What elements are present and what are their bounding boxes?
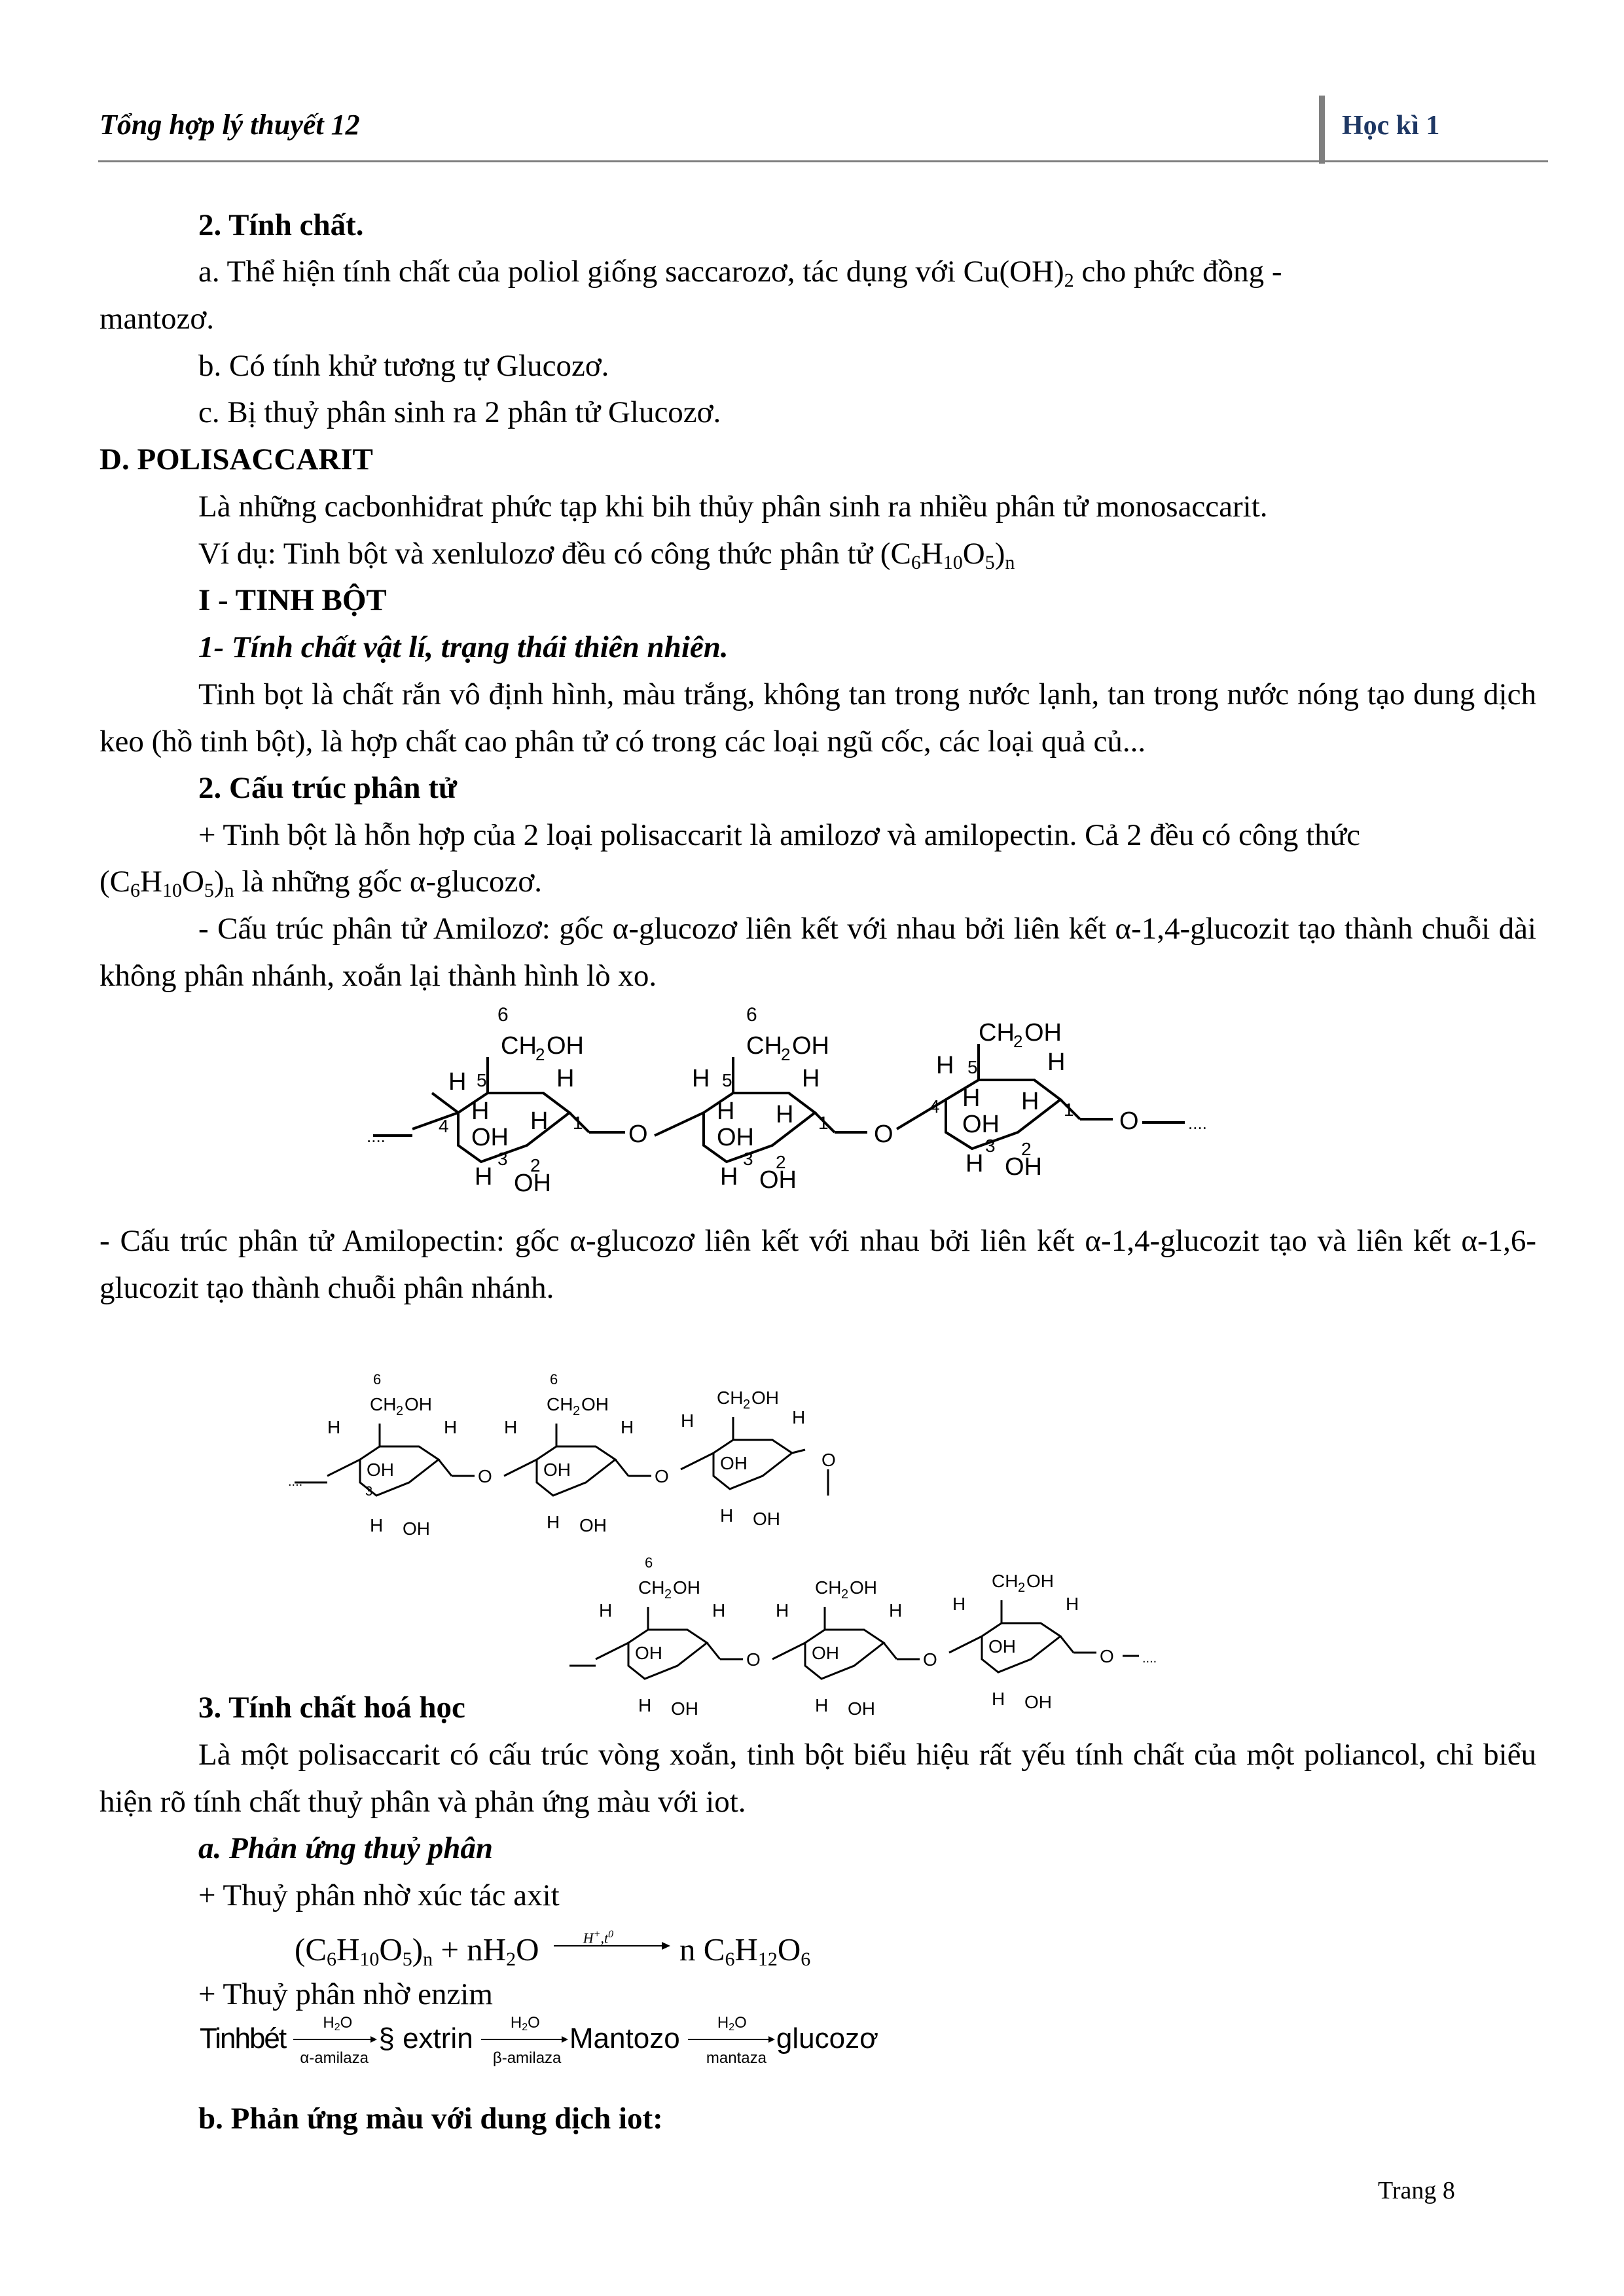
svg-text:H: H [681,1410,695,1431]
svg-text:OH: OH [848,1698,875,1719]
svg-text:4: 4 [929,1096,940,1117]
svg-text:H: H [638,1695,652,1715]
svg-text:OH: OH [579,1515,607,1535]
svg-text:OH: OH [1024,1692,1052,1712]
paragraph: c. Bị thuỷ phân sinh ra 2 phân tử Glucozơ. [198,395,721,429]
svg-text:H: H [965,1150,984,1177]
svg-text:H: H [792,1407,806,1427]
svg-text:OH: OH [850,1577,877,1598]
svg-text:H: H [530,1107,549,1135]
svg-text:H: H [720,1505,734,1526]
svg-text:OH: OH [759,1166,797,1194]
svg-text:H: H [504,1417,518,1437]
svg-text:H: H [802,1065,820,1092]
svg-text:OH: OH [514,1170,551,1197]
svg-text:H: H [889,1600,903,1621]
paragraph: mantozơ. [99,302,214,336]
svg-text:CH: CH [638,1577,665,1598]
svg-text:2: 2 [841,1587,849,1602]
svg-text:OH: OH [717,1124,754,1151]
svg-text:2: 2 [1013,1031,1023,1051]
svg-text:OH: OH [367,1460,394,1480]
svg-text:H: H [776,1101,794,1128]
svg-text:H: H [370,1515,384,1535]
svg-text:H: H [471,1098,490,1125]
header-semester: Học kì 1 [1342,111,1440,141]
svg-text:2: 2 [743,1397,751,1412]
svg-text:H: H [327,1417,341,1437]
svg-text:CH: CH [815,1577,842,1598]
svg-text:O: O [1100,1646,1114,1666]
subsection-heading: 1- Tính chất vật lí, trạng thái thiên nhiên. [198,630,729,664]
svg-text:3: 3 [743,1149,753,1169]
svg-text:H: H [712,1600,726,1621]
reaction-arrow [293,2035,378,2044]
svg-text:H: H [936,1052,954,1079]
svg-text:H: H [692,1065,710,1092]
svg-text:H: H [448,1068,467,1096]
svg-text:....: .... [1188,1113,1207,1133]
page-number: Trang 8 [1378,2177,1455,2204]
reaction-arrow [688,2035,776,2044]
svg-text:OH: OH [753,1509,780,1529]
paragraph: + Thuỷ phân nhờ enzim [198,1977,493,2011]
svg-text:OH: OH [962,1111,1000,1138]
svg-text:OH: OH [988,1636,1016,1657]
svg-text:OH: OH [471,1124,509,1151]
svg-text:OH: OH [812,1643,839,1663]
svg-text:2: 2 [396,1404,404,1418]
svg-text:O: O [478,1466,492,1486]
svg-text:OH: OH [673,1577,700,1598]
svg-text:OH: OH [792,1032,829,1060]
svg-text:2: 2 [664,1587,672,1602]
svg-text:2: 2 [530,1155,541,1175]
svg-text:CH: CH [547,1394,573,1414]
svg-text:2: 2 [573,1404,581,1418]
header-divider [1319,96,1325,164]
svg-text:H: H [720,1163,738,1191]
svg-text:O: O [1119,1107,1139,1135]
svg-text:6: 6 [645,1554,653,1571]
subsection-heading: 2. Cấu trúc phân tử [198,771,458,805]
reaction-arrow [554,1939,672,1952]
svg-text:1: 1 [573,1113,583,1133]
svg-text:OH: OH [720,1453,748,1473]
hydrolysis-equation: $(C_6H_{10}O_5)_n + nH_2O$ $H^+,t^0$ n $C_6H_{12}O_6$ [295,1929,811,1970]
svg-text:CH: CH [979,1019,1015,1047]
svg-text:1: 1 [1064,1100,1074,1120]
svg-text:CH: CH [717,1388,744,1408]
svg-text:2: 2 [535,1045,545,1064]
svg-text:1: 1 [818,1113,829,1133]
subsection-heading: a. Phản ứng thuỷ phân [198,1831,494,1865]
svg-text:CH: CH [501,1032,537,1060]
svg-text:CH: CH [370,1394,397,1414]
paragraph: $(C_6H_{10}O_5)_n$ là những gốc α-glucozơ. [99,865,542,901]
svg-text:O: O [746,1649,761,1670]
svg-text:H: H [992,1689,1005,1709]
svg-text:O: O [821,1450,836,1470]
enzyme-chain: Tinhbét $H_2O$ α-amilaza § extrin $H_2O$ β-amilaza Mantozo $H_2O$ mantaza glucozơ [200,2014,878,2068]
svg-text:OH: OH [547,1032,584,1060]
svg-text:H: H [444,1417,458,1437]
svg-text:2: 2 [1021,1139,1032,1159]
paragraph: a. Thể hiện tính chất của poliol giống saccarozơ, tác dụng với $Cu(OH)_2$ cho phức đồng - [198,255,1282,291]
svg-text:OH: OH [1024,1019,1062,1047]
header-title: Tổng hợp lý thuyết 12 [99,109,360,141]
svg-text:H: H [556,1065,575,1092]
paragraph: b. Có tính khử tương tự Glucozơ. [198,349,609,383]
svg-text:5: 5 [477,1070,487,1090]
section-heading: D. POLISACCARIT [99,442,373,476]
paragraph: Tinh bọt là chất rắn vô định hình, màu trắng, không tan trong nước lạnh, tan trong nước nóng tạo dung dịch keo (hồ tinh bột), là hợp chất cao phân tử có trong các loại ngũ cốc, các loại quả củ... [99,677,1536,759]
svg-text:H: H [962,1085,981,1112]
paragraph: Là một polisaccarit có cấu trúc vòng xoắn, tinh bột biểu hiệu rất yếu tính chất của một poliancol, chỉ biểu hiện rõ tính chất thuỷ phân và phản ứng màu với iot. [99,1738,1536,1819]
paragraph: Là những cacbonhiđrat phức tạp khi bih thủy phân sinh ra nhiều phân tử monosaccarit. [198,490,1268,524]
svg-text:H: H [599,1600,613,1621]
svg-text:H: H [1021,1088,1039,1115]
svg-text:OH: OH [403,1518,430,1539]
paragraph: + Tinh bột là hỗn hợp của 2 loại polisaccarit là amilozơ và amilopectin. Cả 2 đều có công thức [198,818,1361,852]
svg-text:4: 4 [439,1116,449,1136]
section-heading: 2. Tính chất. [198,208,364,242]
svg-text:....: .... [1142,1651,1157,1666]
svg-text:3: 3 [365,1484,373,1499]
svg-text:3: 3 [985,1136,996,1156]
svg-text:H: H [1047,1049,1066,1076]
svg-text:5: 5 [722,1070,732,1090]
section-heading: I - TINH BỘT [198,583,387,617]
svg-text:OH: OH [635,1643,662,1663]
svg-text:H: H [621,1417,634,1437]
svg-text:H: H [547,1512,560,1532]
svg-text:H: H [475,1163,493,1191]
svg-text:6: 6 [497,1004,509,1026]
svg-text:H: H [776,1600,789,1621]
svg-text:O: O [628,1121,648,1148]
svg-text:5: 5 [967,1057,978,1077]
svg-text:O: O [655,1466,669,1486]
svg-text:OH: OH [405,1394,432,1414]
subsection-heading: 3. Tính chất hoá học [198,1691,465,1725]
svg-text:O: O [923,1649,937,1670]
svg-text:OH: OH [543,1460,571,1480]
svg-text:2: 2 [781,1045,791,1064]
svg-text:6: 6 [550,1371,558,1388]
svg-text:....: .... [367,1126,386,1146]
svg-text:OH: OH [671,1698,698,1719]
svg-text:6: 6 [746,1004,757,1026]
svg-text:H: H [1066,1594,1079,1614]
reaction-arrow [481,2035,569,2044]
paragraph: - Cấu trúc phân tử Amilopectin: gốc α-glucozơ liên kết với nhau bởi liên kết α-1,4-glucozit tạo và liên kết α-1,6-glucozit tạo thành chuỗi phân nhánh. [99,1224,1536,1305]
svg-text:OH: OH [1026,1571,1054,1591]
amilozo-structure-diagram [367,995,1283,1211]
paragraph: Ví dụ: Tinh bột và xenlulozơ đều có công thức phân tử $(C_6H_{10}O_5)_n$ [198,537,1015,573]
header-rule [98,160,1548,162]
paragraph: - Cấu trúc phân tử Amilozơ: gốc α-glucozơ liên kết với nhau bởi liên kết α-1,4-glucozit tạo thành chuỗi dài không phân nhánh, xoắn lại thành hình lò xo. [99,912,1536,993]
svg-text:2: 2 [776,1152,786,1172]
svg-text:OH: OH [751,1388,779,1408]
svg-text:O: O [874,1121,893,1148]
svg-text:OH: OH [581,1394,609,1414]
svg-text:6: 6 [373,1371,382,1388]
svg-text:H: H [815,1695,829,1715]
svg-text:H: H [717,1098,735,1125]
subsection-heading: b. Phản ứng màu với dung dịch iot: [198,2102,663,2136]
paragraph: + Thuỷ phân nhờ xúc tác axit [198,1878,560,1912]
svg-text:H: H [952,1594,966,1614]
svg-text:CH: CH [992,1571,1019,1591]
svg-text:2: 2 [1018,1581,1026,1595]
svg-text:....: .... [288,1475,303,1489]
svg-text:CH: CH [746,1032,782,1060]
svg-text:OH: OH [1005,1153,1042,1181]
svg-text:3: 3 [497,1149,508,1169]
